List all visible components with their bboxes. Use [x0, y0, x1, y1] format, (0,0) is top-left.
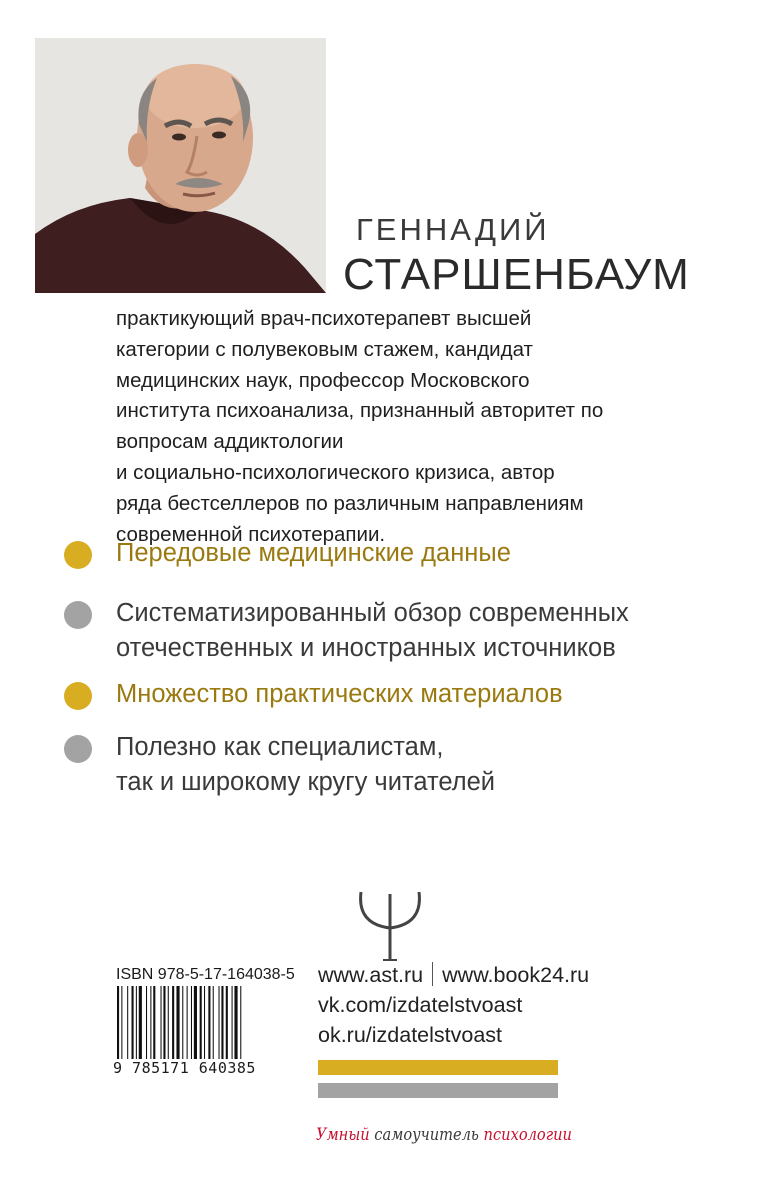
psi-symbol-icon: [355, 888, 425, 962]
author-portrait-image: [35, 38, 326, 293]
barcode-digits: 9 785171 640385: [113, 1059, 285, 1077]
author-photo: [35, 38, 326, 293]
feature-text: Множество практических материалов: [116, 680, 563, 708]
gold-stripe: [318, 1060, 558, 1075]
series-word-3: психологии: [483, 1125, 572, 1145]
link-vk[interactable]: vk.com/izdatelstvoast: [318, 993, 523, 1017]
isbn-text: ISBN 978-5-17-164038-5: [116, 966, 295, 983]
gray-stripe: [318, 1083, 558, 1098]
link-ast[interactable]: www.ast.ru: [318, 963, 424, 987]
series-word-2: самоучитель: [374, 1125, 479, 1145]
link-divider: [432, 962, 433, 986]
gold-bullet-icon: [64, 541, 92, 569]
feature-item: [62, 726, 752, 831]
gray-bullet-icon: [64, 735, 92, 763]
author-first-name: ГЕННАДИЙ: [356, 212, 550, 247]
author-bio: практикующий врач-психотерапевт высшей категории с полувековым стажем, кандидат медицинских наук, профессор Московского института психоанализа, признанный авторитет по вопросам аддиктологии и социально-психологического кризиса, автор ряда бестселлеров по различным направлениям современной психотерапии.: [116, 307, 604, 546]
author-last-name: СТАРШЕНБАУМ: [343, 250, 690, 299]
website-row: [318, 960, 589, 990]
series-name: [316, 1125, 572, 1145]
gray-bullet-icon: [64, 601, 92, 629]
gold-bullet-icon: [64, 682, 92, 710]
feature-text: Полезно как специалистам, так и широкому кругу читателей: [116, 733, 496, 796]
publisher-links: [318, 960, 589, 1050]
series-word-1: Умный: [316, 1125, 370, 1145]
link-book24[interactable]: www.book24.ru: [442, 963, 590, 987]
feature-text: Передовые медицинские данные: [116, 539, 511, 567]
link-ok[interactable]: ok.ru/izdatelstvoast: [318, 1023, 503, 1047]
feature-text: Систематизированный обзор современных отечественных и иностранных источников: [116, 599, 629, 662]
